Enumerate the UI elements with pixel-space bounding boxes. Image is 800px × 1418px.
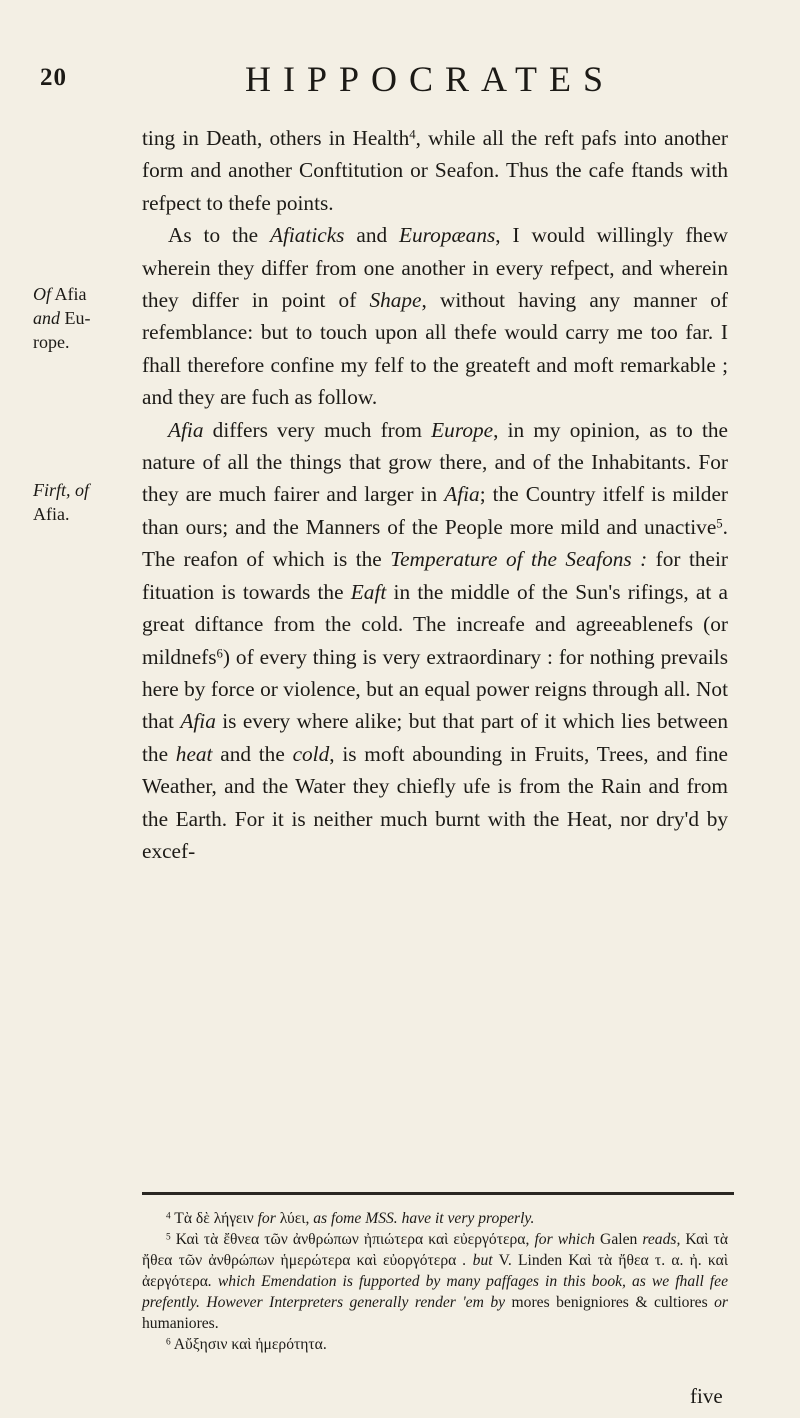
margin-note-word: Afia: [51, 284, 87, 304]
footnote-ref: 6: [216, 646, 223, 661]
footnote-4: $^4$ Τὰ δὲ λήγειν for λύει, as fome MSS. have it very properly.: [166, 1210, 535, 1227]
page-number: 20: [40, 64, 67, 91]
margin-note-word: Eu-: [60, 308, 91, 328]
margin-note-asia-europe: [33, 282, 133, 354]
margin-note-word: rope.: [33, 332, 70, 352]
running-head: HIPPOCRATES: [244, 59, 616, 99]
paragraph-1: ting in Death, others in Health$^4$, while all the reft pafs into another form and another Conftitution or Seafon. Thus the cafe ftands with refpect to thefe points.: [142, 126, 728, 215]
paragraph-2: As to the Afiaticks and Europæans, I would willingly fhew wherein they differ from one another in every refpect, and wherein they differ in point of Shape, without having any manner of refemblance: but to touch upon all thefe would carry me too far. I fhall therefore confine my felf to the greateft and moft remarkable ; and they are fuch as follow.: [142, 223, 728, 410]
main-text: [142, 122, 728, 867]
footnote-5: $^5$ Καὶ τὰ ἔθνεα τῶν ἀνθρώπων ἠπιώτερα καὶ εὐεργότερα, for which Galen reads, Καὶ τὰ ἤθεα τῶν ἀνθρώπων ἡμερώτερα καὶ εὐοργότερα . but V. Linden Καὶ τὰ ἤθεα τ. α. ἠ. καὶ ἀεργότερα. which Emendation is fupported by many paffages in this book, as we fhall fee prefently. However Interpreters generally render 'em by mores benigniores & cultiores or humaniores.: [142, 1231, 729, 1332]
footnote-6: $^6$ Αὔξησιν καὶ ἡμερότητα.: [166, 1336, 327, 1353]
footnote-ref: 5: [716, 516, 723, 531]
margin-note-first-asia: [33, 478, 133, 526]
margin-note-word: and: [33, 308, 60, 328]
footnote-ref: 4: [409, 127, 416, 142]
paragraph-3: Afia differs very much from Europe, in my opinion, as to the nature of all the things that grow there, and of the Inhabitants. For they are much fairer and larger in Afia; the Country itfelf is milder than ours; and the Manners of the People more mild and unactive$^5$. The reafon of which is the Temperature of the Seafons : for their fituation is towards the Eaft in the middle of the Sun's rifings, at a great diftance from the cold. The increafe and agreeablenefs (or mildnefs$^6$) of every thing is very extraordinary : for nothing prevails here by force or violence, but an equal power reigns through all. Not that Afia is every where alike; but that part of it which lies between the heat and the cold, is moft abounding in Fruits, Trees, and fine Weather, and the Water they chiefly ufe is from the Rain and from the Earth. For it is neither much burnt with the Heat, nor dry'd by excef-: [142, 417, 729, 863]
margin-note-word: Afia.: [33, 504, 70, 524]
margin-note-word: Firft, of: [33, 480, 90, 500]
catchword: five: [690, 1384, 723, 1408]
footnote-rule: [142, 1192, 734, 1195]
footnotes: [142, 1208, 728, 1355]
margin-note-word: Of: [33, 284, 51, 304]
